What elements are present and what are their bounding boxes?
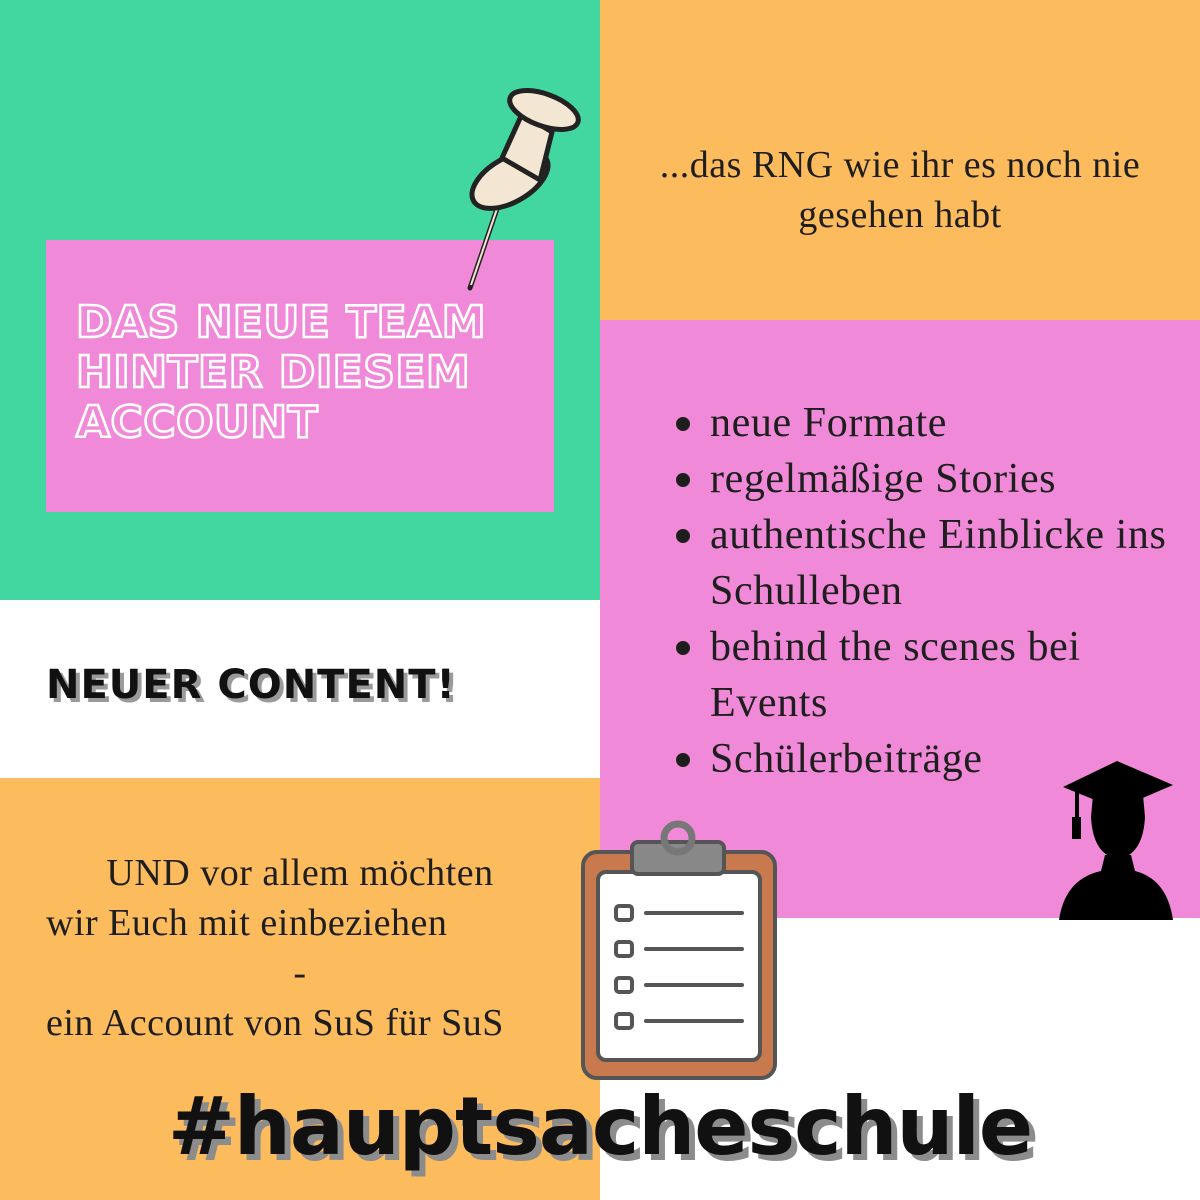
closing-text [40,848,560,1048]
list-item: regelmäßige Stories [670,451,1195,507]
feature-list [670,395,1195,787]
bullet-icon [676,473,690,487]
clipboard-checklist-icon [580,820,780,1082]
tagline: ...das RNG wie ihr es noch nie gesehen habt [659,144,1141,236]
content-heading: NEUER CONTENT! [46,662,456,708]
closing-line-3: - [293,952,307,994]
hashtag: #hauptsacheschule [167,1080,1033,1173]
list-item: behind the scenes bei Events [670,619,1195,731]
graduate-silhouette-icon [1055,755,1180,920]
closing-line-1: UND vor allem möchten [106,852,494,894]
list-item: neue Formate [670,395,1195,451]
team-title: DAS NEUE TEAM HINTER DIESEM ACCOUNT [76,297,486,448]
bullet-icon [676,753,690,767]
bullet-icon [676,641,690,655]
bullet-icon [676,417,690,431]
bullet-icon [676,529,690,543]
list-item: authentische Einblicke ins Schulleben [670,507,1195,619]
closing-line-4: ein Account von SuS für SuS [46,1002,504,1044]
list-item: Schülerbeiträge [670,731,1195,787]
pushpin-icon [440,80,590,300]
closing-line-2: wir Euch mit einbeziehen [46,902,448,944]
